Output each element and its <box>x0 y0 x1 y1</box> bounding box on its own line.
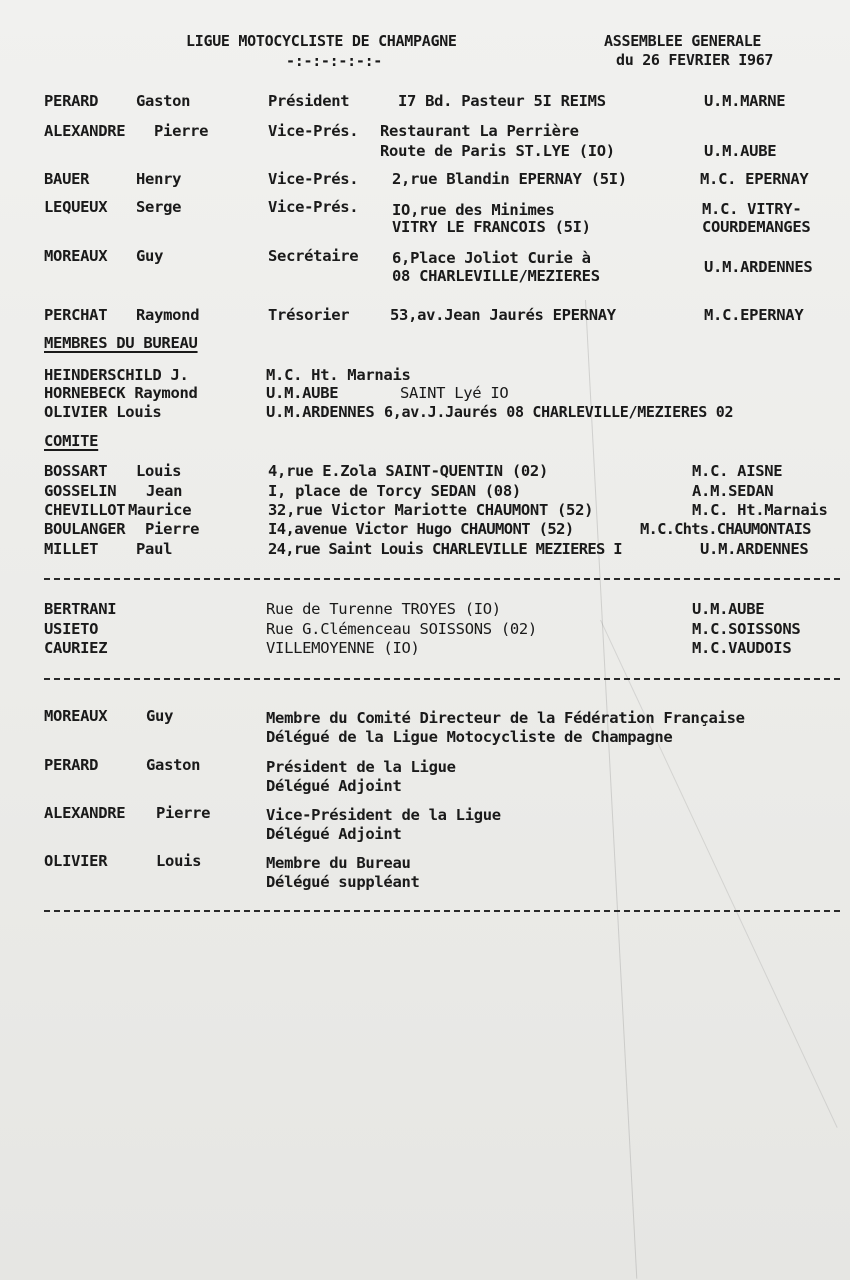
comite-last-name: GOSSELIN <box>44 482 117 500</box>
bureau-member-club: U.M.AUBE <box>266 384 339 402</box>
comite-first-name: Pierre <box>145 520 200 538</box>
officer-last-name: BAUER <box>44 170 90 188</box>
delegate-description: Délégué Adjoint <box>266 825 402 843</box>
officer-role: Secrétaire <box>268 247 359 265</box>
officer-club: M.C. VITRY- <box>702 200 802 218</box>
comite-last-name: BOSSART <box>44 462 108 480</box>
officer-last-name: PERCHAT <box>44 306 108 324</box>
officer-address: 2,rue Blandin EPERNAY (5I) <box>392 170 627 188</box>
comite-last-name: MILLET <box>44 540 99 558</box>
officer-address: 6,Place Joliot Curie à <box>392 249 591 267</box>
dashed-separator <box>44 578 840 580</box>
comite-club: M.C. Ht.Marnais <box>692 501 828 519</box>
officer-role: Vice-Prés. <box>268 198 359 216</box>
bureau-member-address: SAINT Lyé IO <box>400 384 509 402</box>
officer-first-name: Pierre <box>154 122 209 140</box>
officer-address: VITRY LE FRANCOIS (5I) <box>392 218 591 236</box>
comite-address: I4,avenue Victor Hugo CHAUMONT (52) <box>268 520 574 538</box>
bureau-member-name: HORNEBECK Raymond <box>44 384 198 402</box>
other-member-name: BERTRANI <box>44 600 117 618</box>
officer-club: U.M.ARDENNES <box>704 258 813 276</box>
delegate-last-name: MOREAUX <box>44 707 108 725</box>
officer-role: Trésorier <box>268 306 350 324</box>
comite-club: M.C. AISNE <box>692 462 783 480</box>
comite-address: 4,rue E.Zola SAINT-QUENTIN (02) <box>268 462 548 480</box>
comite-first-name: Louis <box>136 462 182 480</box>
comite-address: I, place de Torcy SEDAN (08) <box>268 482 521 500</box>
delegate-first-name: Gaston <box>146 756 201 774</box>
delegate-description: Membre du Comité Directeur de la Fédération Française <box>266 709 745 727</box>
officer-first-name: Henry <box>136 170 182 188</box>
other-member-address: VILLEMOYENNE (IO) <box>266 639 420 657</box>
comite-first-name: Paul <box>136 540 173 558</box>
delegate-last-name: ALEXANDRE <box>44 804 126 822</box>
officer-first-name: Raymond <box>136 306 200 324</box>
comite-club: U.M.ARDENNES <box>700 540 809 558</box>
officer-address: 08 CHARLEVILLE/MEZIERES <box>392 267 600 285</box>
delegate-description: Délégué Adjoint <box>266 777 402 795</box>
officer-address: I7 Bd. Pasteur 5I REIMS <box>398 92 606 110</box>
delegate-first-name: Guy <box>146 707 174 725</box>
officer-role: Vice-Prés. <box>268 170 359 188</box>
officer-club: COURDEMANGES <box>702 218 811 236</box>
officer-address: Route de Paris ST.LYE (IO) <box>380 142 615 160</box>
comite-heading: COMITE <box>44 432 99 450</box>
officer-last-name: LEQUEUX <box>44 198 108 216</box>
officer-address: 53,av.Jean Jaurés EPERNAY <box>390 306 616 324</box>
officer-club: U.M.AUBE <box>704 142 777 160</box>
paper-crease <box>600 620 838 1128</box>
comite-address: 32,rue Victor Mariotte CHAUMONT (52) <box>268 501 594 519</box>
comite-last-name: CHEVILLOT <box>44 501 126 519</box>
officer-last-name: PERARD <box>44 92 99 110</box>
bureau-heading: MEMBRES DU BUREAU <box>44 334 198 352</box>
comite-address: 24,rue Saint Louis CHARLEVILLE MEZIERES I <box>268 540 622 558</box>
assembly-title: ASSEMBLEE GENERALE <box>604 32 762 50</box>
paper-crease <box>585 300 637 1279</box>
delegate-description: Président de la Ligue <box>266 758 456 776</box>
officer-last-name: MOREAUX <box>44 247 108 265</box>
officer-first-name: Serge <box>136 198 182 216</box>
other-member-club: M.C.SOISSONS <box>692 620 801 638</box>
officer-address: IO,rue des Minimes <box>392 201 555 219</box>
other-member-address: Rue de Turenne TROYES (IO) <box>266 600 501 618</box>
delegate-first-name: Louis <box>156 852 202 870</box>
assembly-date: du 26 FEVRIER I967 <box>616 51 774 69</box>
bureau-member-club: U.M.ARDENNES <box>266 403 375 421</box>
comite-first-name: Maurice <box>128 501 192 519</box>
comite-club: M.C.Chts.CHAUMONTAIS <box>640 520 811 538</box>
officer-role: Président <box>268 92 350 110</box>
league-title: LIGUE MOTOCYCLISTE DE CHAMPAGNE <box>186 32 457 50</box>
title-decoration: -:-:-:-:-:- <box>286 52 383 70</box>
bureau-member-club: M.C. Ht. Marnais <box>266 366 411 384</box>
other-member-club: M.C.VAUDOIS <box>692 639 792 657</box>
other-member-name: CAURIEZ <box>44 639 108 657</box>
delegate-last-name: OLIVIER <box>44 852 108 870</box>
officer-club: U.M.MARNE <box>704 92 786 110</box>
comite-club: A.M.SEDAN <box>692 482 774 500</box>
bureau-member-name: HEINDERSCHILD J. <box>44 366 189 384</box>
delegate-first-name: Pierre <box>156 804 211 822</box>
officer-club: M.C.EPERNAY <box>704 306 804 324</box>
dashed-separator <box>44 910 840 912</box>
officer-last-name: ALEXANDRE <box>44 122 126 140</box>
officer-role: Vice-Prés. <box>268 122 359 140</box>
dashed-separator <box>44 678 840 680</box>
delegate-description: Vice-Président de la Ligue <box>266 806 501 824</box>
bureau-member-name: OLIVIER Louis <box>44 403 162 421</box>
delegate-description: Délégué de la Ligue Motocycliste de Champagne <box>266 728 673 746</box>
officer-club: M.C. EPERNAY <box>700 170 809 188</box>
bureau-member-address: 6,av.J.Jaurés 08 CHARLEVILLE/MEZIERES 02 <box>384 403 734 421</box>
other-member-club: U.M.AUBE <box>692 600 765 618</box>
other-member-name: USIETO <box>44 620 99 638</box>
officer-address: Restaurant La Perrière <box>380 122 579 140</box>
comite-last-name: BOULANGER <box>44 520 126 538</box>
comite-first-name: Jean <box>146 482 183 500</box>
officer-first-name: Gaston <box>136 92 191 110</box>
other-member-address: Rue G.Clémenceau SOISSONS (02) <box>266 620 537 638</box>
officer-first-name: Guy <box>136 247 164 265</box>
delegate-last-name: PERARD <box>44 756 99 774</box>
delegate-description: Délégué suppléant <box>266 873 420 891</box>
delegate-description: Membre du Bureau <box>266 854 411 872</box>
